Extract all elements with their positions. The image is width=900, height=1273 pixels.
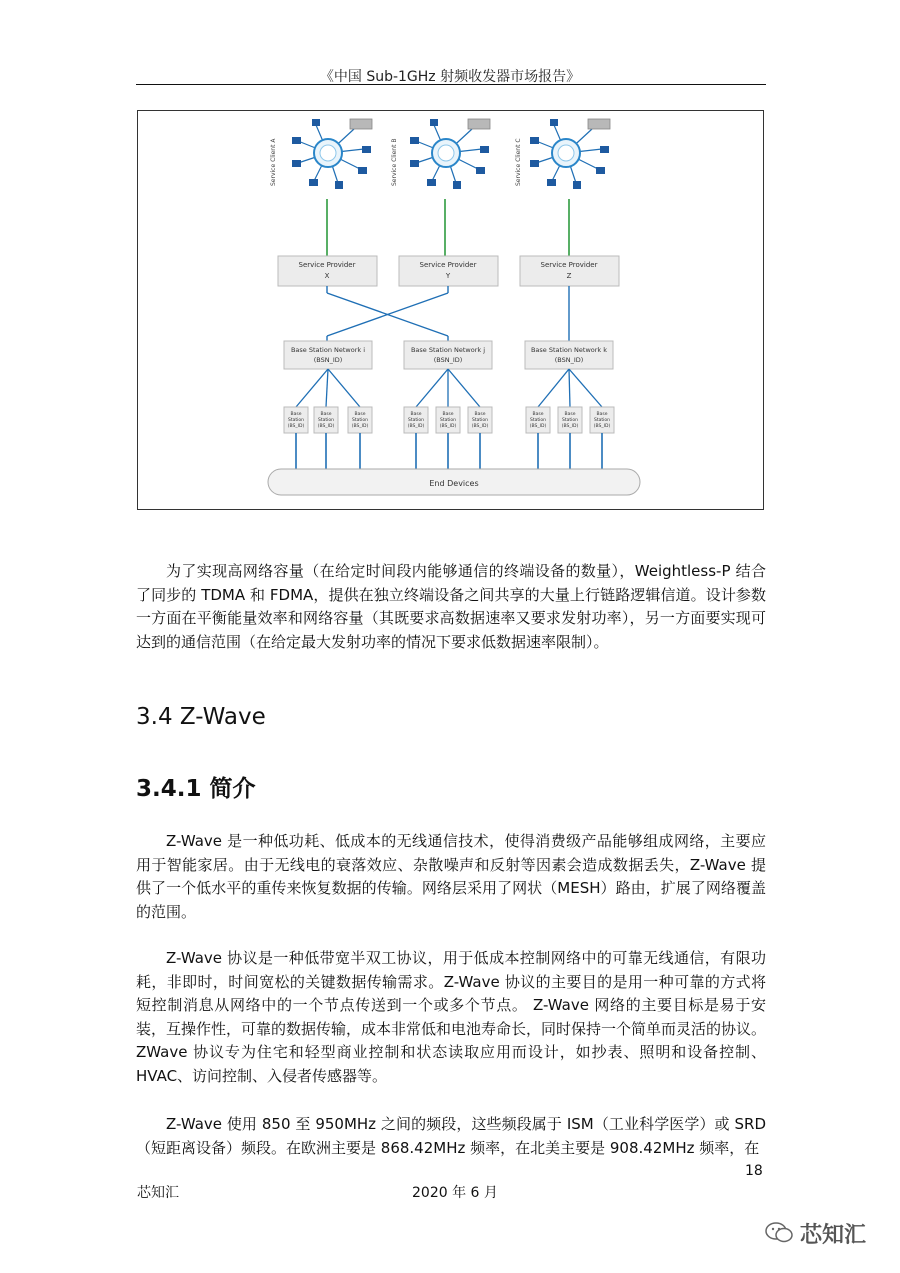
- provider-y-line1: Service Provider: [419, 261, 477, 269]
- svg-text:Base: Base: [596, 412, 608, 417]
- client-label-a: Service Client A: [270, 138, 277, 186]
- footer-left: 芯知汇: [137, 1185, 179, 1201]
- svg-text:(BS_ID): (BS_ID): [593, 424, 611, 429]
- page-number: 18: [745, 1163, 763, 1179]
- svg-text:Base: Base: [290, 412, 302, 417]
- base-station: [558, 407, 582, 433]
- client-cluster-a: [292, 119, 372, 189]
- base-station: [526, 407, 550, 433]
- paragraph-zwave-protocol: Z-Wave 协议是一种低带宽半双工协议，用于低成本控制网络中的可靠无线通信，有限功耗，非即时，时间宽松的关键数据传输需求。Z-Wave 协议的主要目的是用一种可靠的方式将短控制消息从网络中的一个节点传送到一个或多个节点。 Z-Wave 网络的主要目标是易于安装，互操作性，可靠的数据传输，成本非常低和电池寿命长，同时保持一个简单而灵活的协议。ZWave 协议专为住宅和轻型商业控制和状态读取应用而设计，如抄表、照明和设备控制、HVAC、访问控制、入侵者传感器等。: [136, 949, 767, 1085]
- base-station: [284, 407, 308, 433]
- paragraph-zwave-frequency: Z-Wave 使用 850 至 950MHz 之间的频段，这些频段属于 ISM（工业科学医学）或 SRD（短距离设备）频段。在欧洲主要是 868.42MHz 频率，在北美主要是 908.42MHz 频率，在: [136, 1115, 766, 1157]
- svg-text:Base: Base: [564, 412, 576, 417]
- network-architecture-figure: [137, 110, 764, 510]
- svg-text:Station: Station: [288, 418, 304, 423]
- section-title: 3.4 Z-Wave: [136, 704, 266, 730]
- subsection-title: 3.4.1 简介: [136, 776, 256, 802]
- svg-text:(BS_ID): (BS_ID): [317, 424, 335, 429]
- svg-text:Station: Station: [440, 418, 456, 423]
- svg-text:Station: Station: [562, 418, 578, 423]
- svg-text:(BS_ID): (BS_ID): [529, 424, 547, 429]
- network-diagram: [138, 111, 765, 511]
- paragraph-weightless: 为了实现高网络容量（在给定时间段内能够通信的终端设备的数量），Weightless-P 结合了同步的 TDMA 和 FDMA，提供在独立终端设备之间共享的大量上行链路逻辑信道。设计参数一方面在平衡能量效率和网络容量（其既要求高数据速率又要求发射功率），另一方面要实现可达到的通信范围（在给定最大发射功率的情况下要求低数据速率限制）。: [136, 562, 766, 651]
- provider-z-line2: Z: [566, 272, 572, 280]
- client-label-c: Service Client C: [515, 138, 522, 186]
- svg-text:Station: Station: [472, 418, 488, 423]
- svg-text:(BS_ID): (BS_ID): [561, 424, 579, 429]
- svg-text:Base: Base: [320, 412, 332, 417]
- watermark-text: 芯知汇: [800, 1223, 867, 1248]
- bsn-k-line2: (BSN_ID): [554, 356, 584, 364]
- base-station: [314, 407, 338, 433]
- svg-text:Base: Base: [442, 412, 454, 417]
- svg-text:(BS_ID): (BS_ID): [287, 424, 305, 429]
- report-header-title: 《中国 Sub-1GHz 射频收发器市场报告》: [319, 69, 581, 85]
- provider-y-line2: Y: [445, 272, 451, 280]
- bsn-i-line1: Base Station Network i: [290, 346, 366, 354]
- client-label-b: Service Client B: [391, 138, 398, 186]
- base-station: [404, 407, 428, 433]
- paragraph-zwave-intro: Z-Wave 是一种低功耗、低成本的无线通信技术，使得消费级产品能够组成网络，主要应用于智能家居。由于无线电的衰落效应、杂散噪声和反射等因素会造成数据丢失，Z-Wave 提供了一个低水平的重传来恢复数据的传输。网络层采用了网状（MESH）路由，扩展了网络覆盖的范围。: [136, 832, 766, 921]
- base-station: [348, 407, 372, 433]
- base-station: [436, 407, 460, 433]
- svg-text:(BS_ID): (BS_ID): [471, 424, 489, 429]
- provider-x-line1: Service Provider: [298, 261, 356, 269]
- svg-text:Base: Base: [474, 412, 486, 417]
- svg-text:Station: Station: [408, 418, 424, 423]
- wechat-icon: [764, 1220, 794, 1246]
- svg-text:Base: Base: [410, 412, 422, 417]
- bsn-i-line2: (BSN_ID): [313, 356, 343, 364]
- end-devices-label: End Devices: [429, 479, 479, 488]
- base-station: [468, 407, 492, 433]
- bsn-k-line1: Base Station Network k: [530, 346, 608, 354]
- svg-text:(BS_ID): (BS_ID): [351, 424, 369, 429]
- svg-text:(BS_ID): (BS_ID): [407, 424, 425, 429]
- svg-text:Base: Base: [354, 412, 366, 417]
- svg-text:(BS_ID): (BS_ID): [439, 424, 457, 429]
- provider-z-line1: Service Provider: [540, 261, 598, 269]
- svg-text:Base: Base: [532, 412, 544, 417]
- client-cluster-b: [410, 119, 490, 189]
- svg-text:Station: Station: [318, 418, 334, 423]
- header-rule: [136, 84, 766, 85]
- base-station: [590, 407, 614, 433]
- svg-text:Station: Station: [530, 418, 546, 423]
- svg-text:Station: Station: [594, 418, 610, 423]
- svg-text:Station: Station: [352, 418, 368, 423]
- bsn-j-line1: Base Station Network j: [410, 346, 486, 354]
- bsn-j-line2: (BSN_ID): [433, 356, 463, 364]
- client-cluster-c: [530, 119, 610, 189]
- provider-x-line2: X: [324, 272, 330, 280]
- footer-date: 2020 年 6 月: [412, 1185, 498, 1201]
